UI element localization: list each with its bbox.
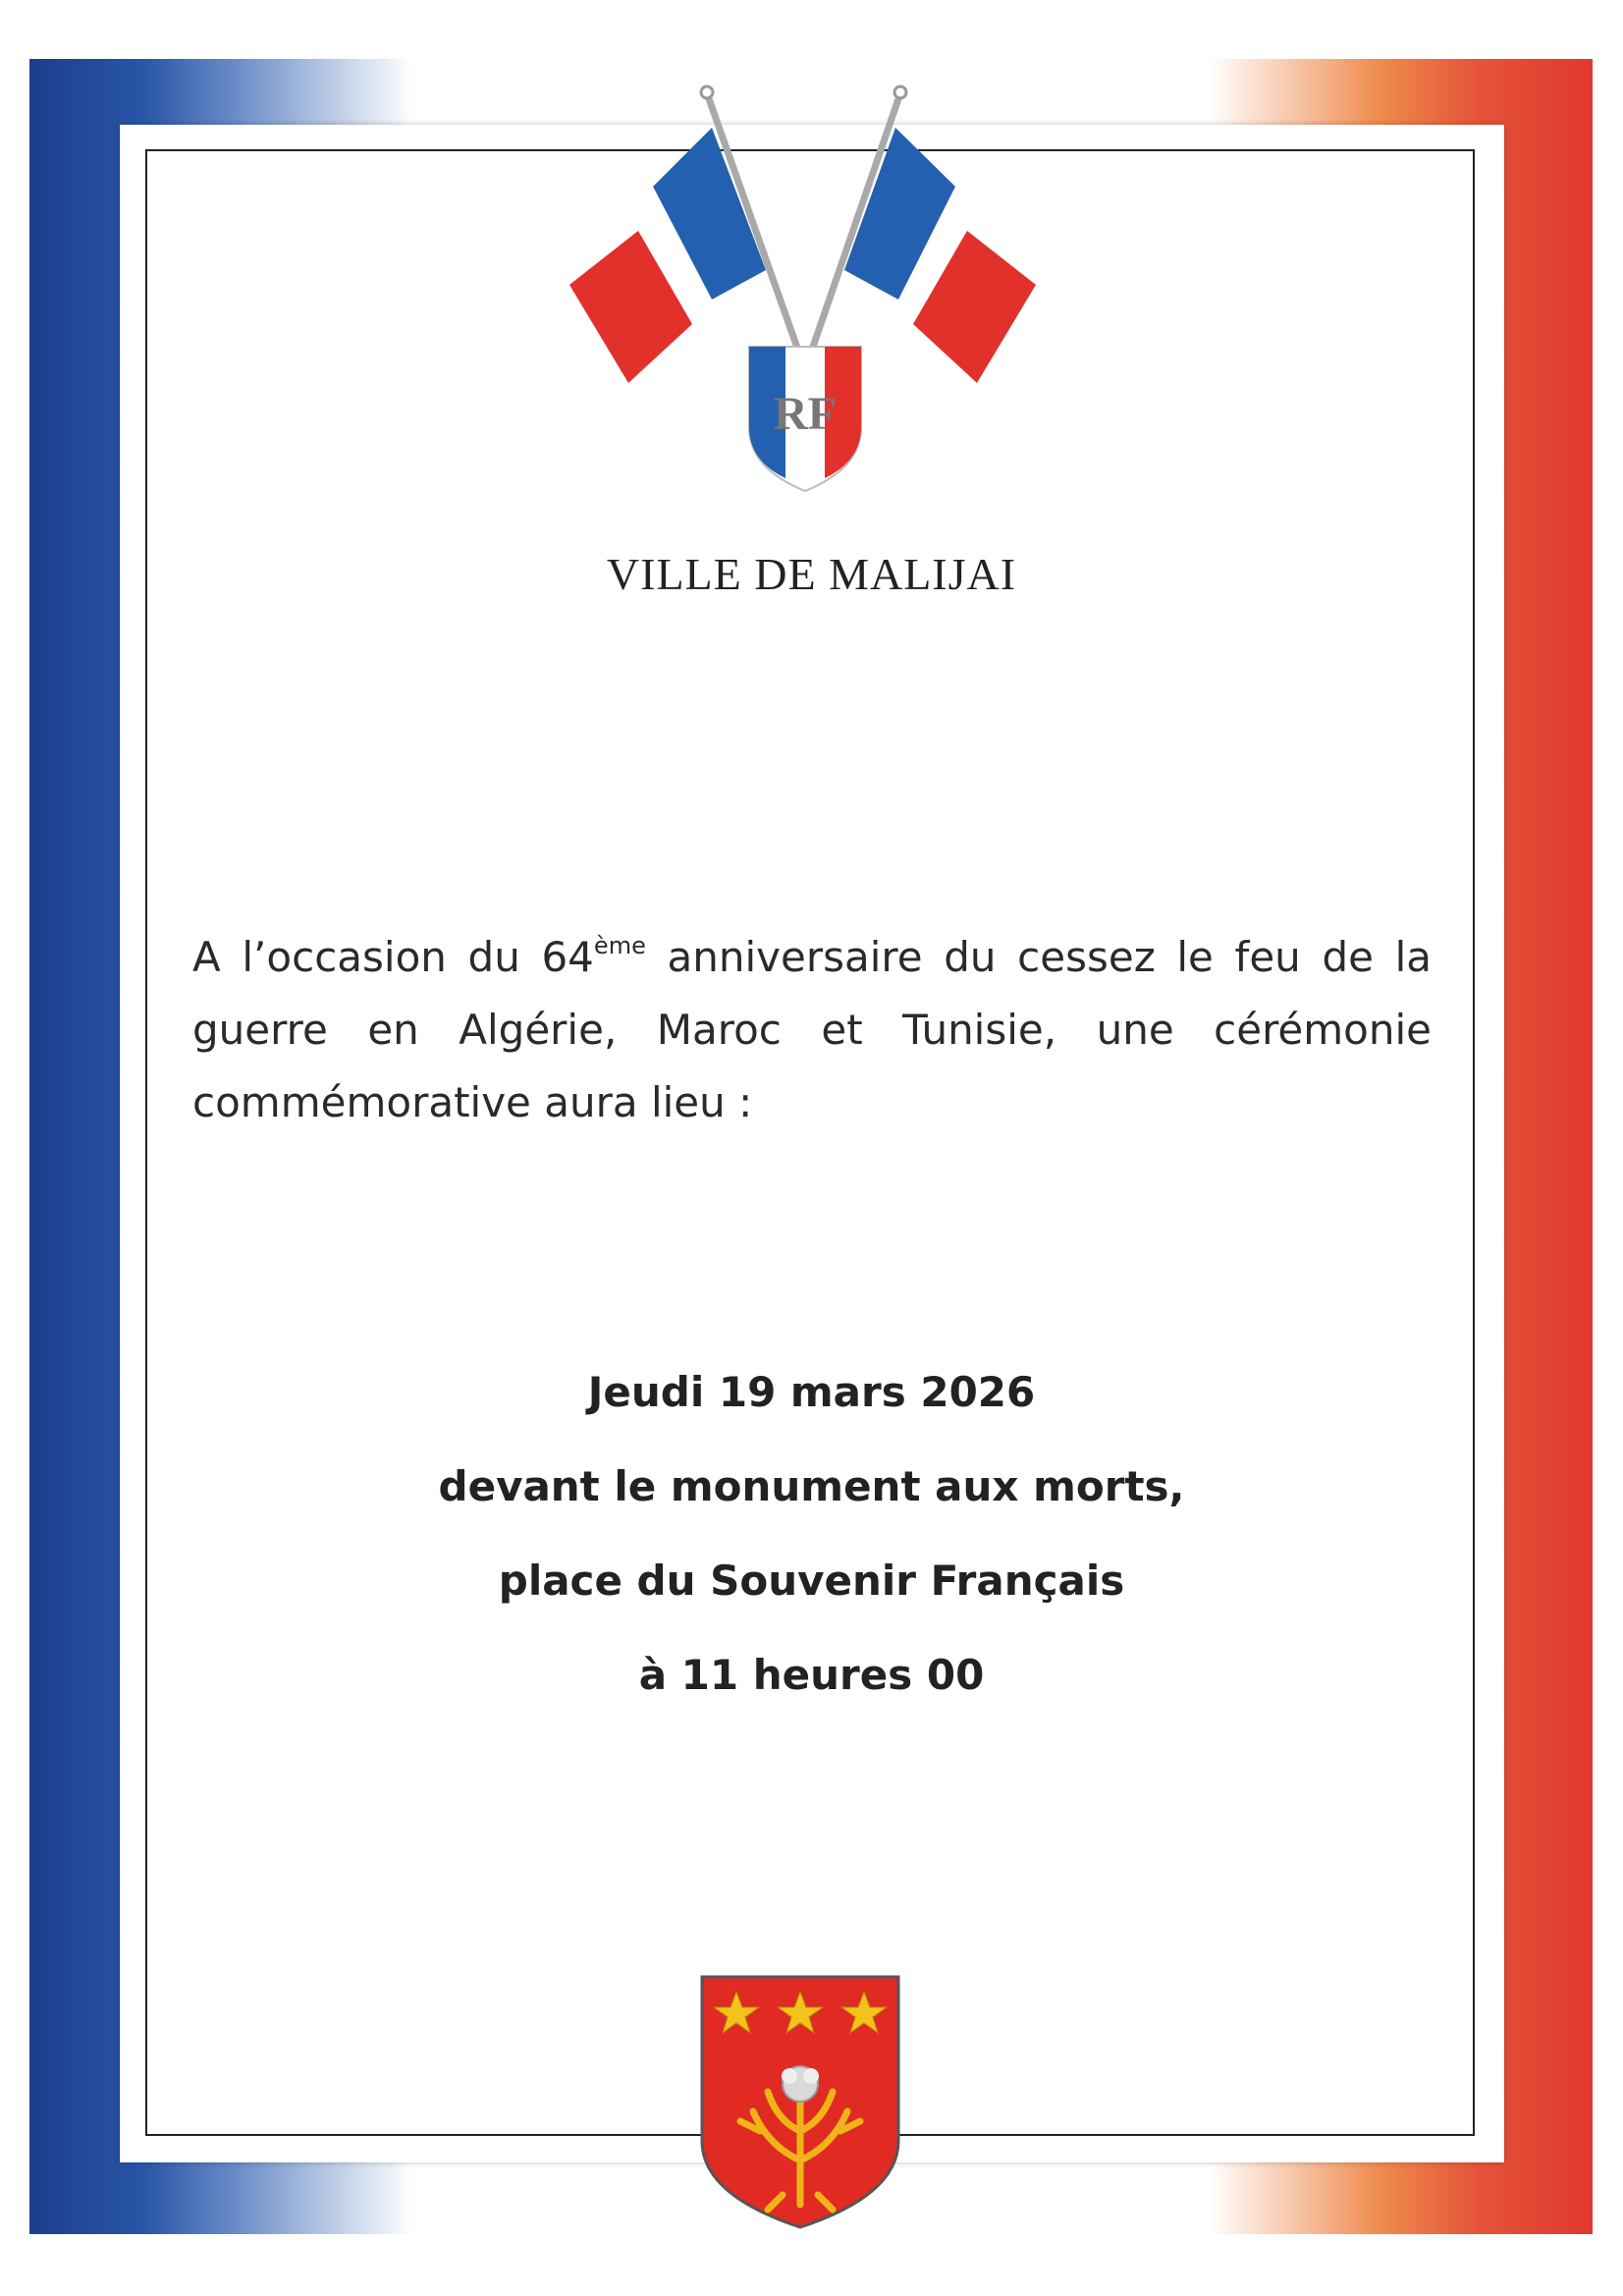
crossed-flags-rf-emblem-icon — [545, 83, 1065, 496]
announcement-paragraph — [192, 921, 1432, 1139]
ceremony-time: à 11 heures 00 — [638, 1651, 985, 1699]
ceremony-location: devant le monument aux morts, — [438, 1462, 1185, 1510]
announcement-part-2: anniversaire du cessez le feu de la guerre en Algérie, Maroc et Tunisie, une cérémonie commémorative aura lieu : — [192, 933, 1432, 1126]
malijai-coat-of-arms-icon — [699, 1974, 901, 2231]
ceremony-date: Jeudi 19 mars 2026 — [587, 1368, 1036, 1416]
rf-monogram: RF — [774, 388, 837, 440]
ceremony-place: place du Souvenir Français — [498, 1557, 1125, 1605]
ceremony-details — [0, 1345, 1623, 1722]
town-name-heading: VILLE DE MALIJAI — [606, 549, 1017, 599]
announcement-part-1: A l’occasion du 64 — [192, 933, 594, 981]
ordinal-suffix: ème — [593, 932, 646, 959]
